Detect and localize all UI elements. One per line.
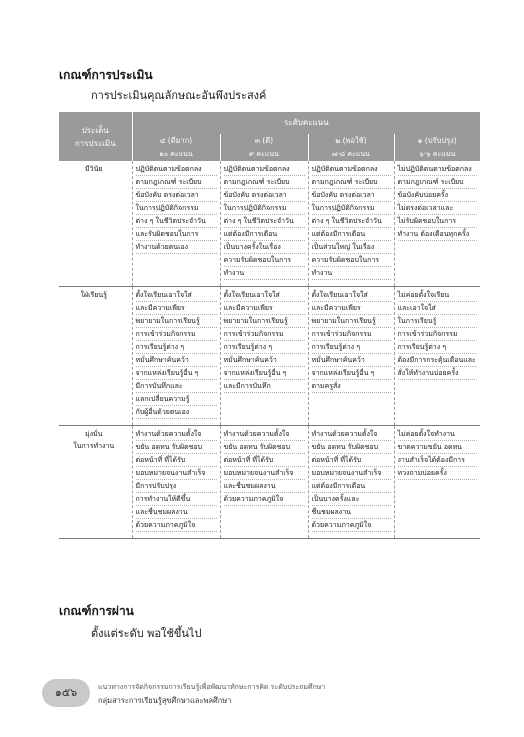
pass-criteria-text: ตั้งแต่ระดับ พอใช้ขึ้นไป [91,627,202,640]
criteria-line: ไม่ปฏิบัติตนตามข้อตกลง [398,163,478,176]
page-number-badge: ๑๕๖ [42,679,90,707]
indicator-cell [59,161,132,287]
criteria-line: ทวงถามบ่อยครั้ง [398,467,478,480]
criteria-line: ในการปฏิบัติกิจกรรม [136,202,217,215]
level-score: ๗-๘ คะแนน [308,148,394,161]
criteria-line: ตามครูสั่ง [312,380,391,393]
criteria-line: เป็นบางครั้งในเรื่อง [224,241,305,254]
footer-book-title: แนวทางการจัดกิจกรรมการเรียนรู้เพื่อพัฒนาทักษะการคิด ระดับประถมศึกษา [98,683,326,691]
criteria-line: ไม่ตรงต่อเวลาและ [398,202,478,215]
criteria-line: มีการปรับปรุง [136,480,217,493]
criteria-line: ตามกฎเกณฑ์ ระเบียบ [312,176,391,189]
criteria-line: ไม่รับผิดชอบในการ [398,215,478,228]
criteria-line: ปฏิบัติตนตามข้อตกลง [224,163,305,176]
criteria-line: ข้อบังคับบ่อยครั้ง [398,189,478,202]
criteria-line: การเรียนรู้ต่าง ๆ [224,341,305,354]
criteria-line: แลกเปลี่ยนความรู้ [136,393,217,406]
criteria-line: ความรับผิดชอบในการ [312,254,391,267]
indicator-label: มีวินัย [85,165,103,173]
indicator-cell [59,426,132,539]
criteria-cell [308,287,394,426]
criteria-line: การเข้าร่วมกิจกรรม [312,328,391,341]
criteria-line: ในการเรียนรู้ [398,315,478,328]
level-header: ๔ (ดีมาก) [132,134,220,148]
score-level-group-header: ระดับคะแนน [132,112,480,134]
criteria-line: มีการบันทึกและ [136,380,217,393]
criteria-line: และชื่นชมผลงาน [224,480,305,493]
criteria-line: ข้อบังคับ ตรงต่อเวลา [224,189,305,202]
table-row [59,426,480,539]
criteria-line: ทำงาน ต้องเตือนทุกครั้ง [398,228,478,241]
criteria-line: การเข้าร่วมกิจกรรม [136,328,217,341]
criteria-line: การเรียนรู้ต่าง ๆ [136,341,217,354]
criteria-line: และรับผิดชอบในการ [136,228,217,241]
criteria-line: การเข้าร่วมกิจกรรม [398,328,478,341]
criteria-line: หมั่นศึกษาค้นคว้า [224,354,305,367]
criteria-line: มอบหมายจนงานสำเร็จ [224,467,305,480]
criteria-line: งานสำเร็จได้ต้องมีการ [398,454,478,467]
criteria-line: ด้วยความภาคภูมิใจ [136,519,217,532]
criteria-line: ตามกฎเกณฑ์ ระเบียบ [224,176,305,189]
criteria-line: กับผู้อื่นด้วยตนเอง [136,406,217,419]
criteria-line: เป็นส่วนใหญ่ ในเรื่อง [312,241,391,254]
indicator-label: ในการทำงาน [73,442,115,450]
section-heading: เกณฑ์การประเมิน [59,68,153,82]
criteria-line: จากแหล่งเรียนรู้อื่น ๆ [312,367,391,380]
criteria-line: ปฏิบัติตนตามข้อตกลง [312,163,391,176]
criteria-cell [220,161,308,287]
criteria-line: พยายามในการเรียนรู้ [312,315,391,328]
pass-criteria-heading: เกณฑ์การผ่าน [59,604,134,618]
criteria-line: และมีการบันทึก [224,380,305,393]
criteria-line: ตั้งใจเรียนเอาใจใส่ [136,289,217,302]
criteria-line: และเอาใจใส่ [398,302,478,315]
criteria-line: ขยัน อดทน รับผิดชอบ [136,441,217,454]
criteria-line: ทำงาน [224,267,305,280]
criteria-line: ไม่ค่อยตั้งใจเรียน [398,289,478,302]
criteria-line: ตามกฎเกณฑ์ ระเบียบ [136,176,217,189]
criteria-line: พยายามในการเรียนรู้ [224,315,305,328]
criteria-line: ด้วยความภาคภูมิใจ [312,519,391,532]
criteria-cell [220,287,308,426]
level-score: ๖-๖ คะแนน [394,148,480,161]
criteria-line: ต่าง ๆ ในชีวิตประจำวัน [312,215,391,228]
rubric-body [59,161,480,539]
criteria-line: มอบหมายจนงานสำเร็จ [312,467,391,480]
criteria-line: และชื่นชมผลงาน [136,506,217,519]
criteria-line: ข้อบังคับ ตรงต่อเวลา [136,189,217,202]
criteria-line: ต้องมีการกระตุ้นเตือนและ [398,354,478,367]
criteria-line: การทำงานให้ดีขึ้น [136,493,217,506]
criteria-cell [394,161,480,287]
level-header: ๑ (ปรับปรุง) [394,134,480,148]
criteria-line: หมั่นศึกษาค้นคว้า [312,354,391,367]
criteria-line: และมีความเพียร [136,302,217,315]
criteria-line: หมั่นศึกษาค้นคว้า [136,354,217,367]
criteria-line: ตามกฎเกณฑ์ ระเบียบ [398,176,478,189]
criteria-line: ในการปฏิบัติกิจกรรม [312,202,391,215]
indicator-column-header [59,112,132,161]
criteria-line: จากแหล่งเรียนรู้อื่น ๆ [224,367,305,380]
criteria-line: และมีความเพียร [224,302,305,315]
criteria-line: ความรับผิดชอบในการ [224,254,305,267]
footer-subject-group: กลุ่มสาระการเรียนรู้สุขศึกษาและพลศึกษา [98,696,232,705]
criteria-line: การเข้าร่วมกิจกรรม [224,328,305,341]
criteria-line: เป็นบางครั้งและ [312,493,391,506]
criteria-line: ด้วยความภาคภูมิใจ [224,493,305,506]
indicator-cell [59,287,132,426]
criteria-line: ตั้งใจเรียนเอาใจใส่ [224,289,305,302]
indicator-label: ใฝ่เรียนรู้ [80,291,107,299]
criteria-line: ทำงานด้วยความตั้งใจ [224,428,305,441]
criteria-cell [394,426,480,539]
criteria-line: การเรียนรู้ต่าง ๆ [312,341,391,354]
criteria-cell [394,287,480,426]
indicator-header-line: การประเมิน [74,138,116,148]
criteria-line: ขยัน อดทน รับผิดชอบ [312,441,391,454]
table-row [59,287,480,426]
criteria-line: ทำงาน [312,267,391,280]
criteria-cell [308,426,394,539]
criteria-cell [132,287,220,426]
criteria-line: การเรียนรู้ต่าง ๆ [398,341,478,354]
level-header: ๓ (ดี) [220,134,308,148]
criteria-line: แต่ต้องมีการเตือน [224,228,305,241]
level-score: ๙ คะแนน [220,148,308,161]
level-score: ๑๐ คะแนน [132,148,220,161]
criteria-line: และมีความเพียร [312,302,391,315]
criteria-line: ทำงานด้วยความตั้งใจ [312,428,391,441]
rubric-table [59,112,480,539]
criteria-line: ไม่ค่อยตั้งใจทำงาน [398,428,478,441]
criteria-line: ทำงานด้วยความตั้งใจ [136,428,217,441]
indicator-label: มุ่งมั่น [85,430,103,438]
criteria-line: ข้อบังคับ ตรงต่อเวลา [312,189,391,202]
criteria-line: สั่งให้ทำงานบ่อยครั้ง [398,367,478,380]
criteria-cell [132,161,220,287]
criteria-line: แต่ต้องมีการเตือน [312,480,391,493]
criteria-cell [220,426,308,539]
criteria-line: ต่าง ๆ ในชีวิตประจำวัน [136,215,217,228]
level-header: ๒ (พอใช้) [308,134,394,148]
criteria-line: มอบหมายจนงานสำเร็จ [136,467,217,480]
criteria-line: ต่อหน้าที่ ที่ได้รับ [224,454,305,467]
criteria-line: แต่ต้องมีการเตือน [312,228,391,241]
table-row [59,161,480,287]
criteria-line: ต่อหน้าที่ ที่ได้รับ [136,454,217,467]
criteria-line: ขาดความขยัน อดทน [398,441,478,454]
criteria-line: ปฏิบัติตนตามข้อตกลง [136,163,217,176]
criteria-line: พยายามในการเรียนรู้ [136,315,217,328]
criteria-line: ทำงานด้วยตนเอง [136,241,217,254]
criteria-line: ต่อหน้าที่ ที่ได้รับ [312,454,391,467]
criteria-line: ในการปฏิบัติกิจกรรม [224,202,305,215]
indicator-header-line: ประเด็น [81,125,109,135]
criteria-cell [132,426,220,539]
criteria-line: ต่าง ๆ ในชีวิตประจำวัน [224,215,305,228]
criteria-line: ชื่นชมผลงาน [312,506,391,519]
criteria-line: ตั้งใจเรียนเอาใจใส่ [312,289,391,302]
section-subheading: การประเมินคุณลักษณะอันพึงประสงค์ [91,89,267,102]
criteria-line: ขยัน อดทน รับผิดชอบ [224,441,305,454]
criteria-cell [308,161,394,287]
criteria-line: จากแหล่งเรียนรู้อื่น ๆ [136,367,217,380]
